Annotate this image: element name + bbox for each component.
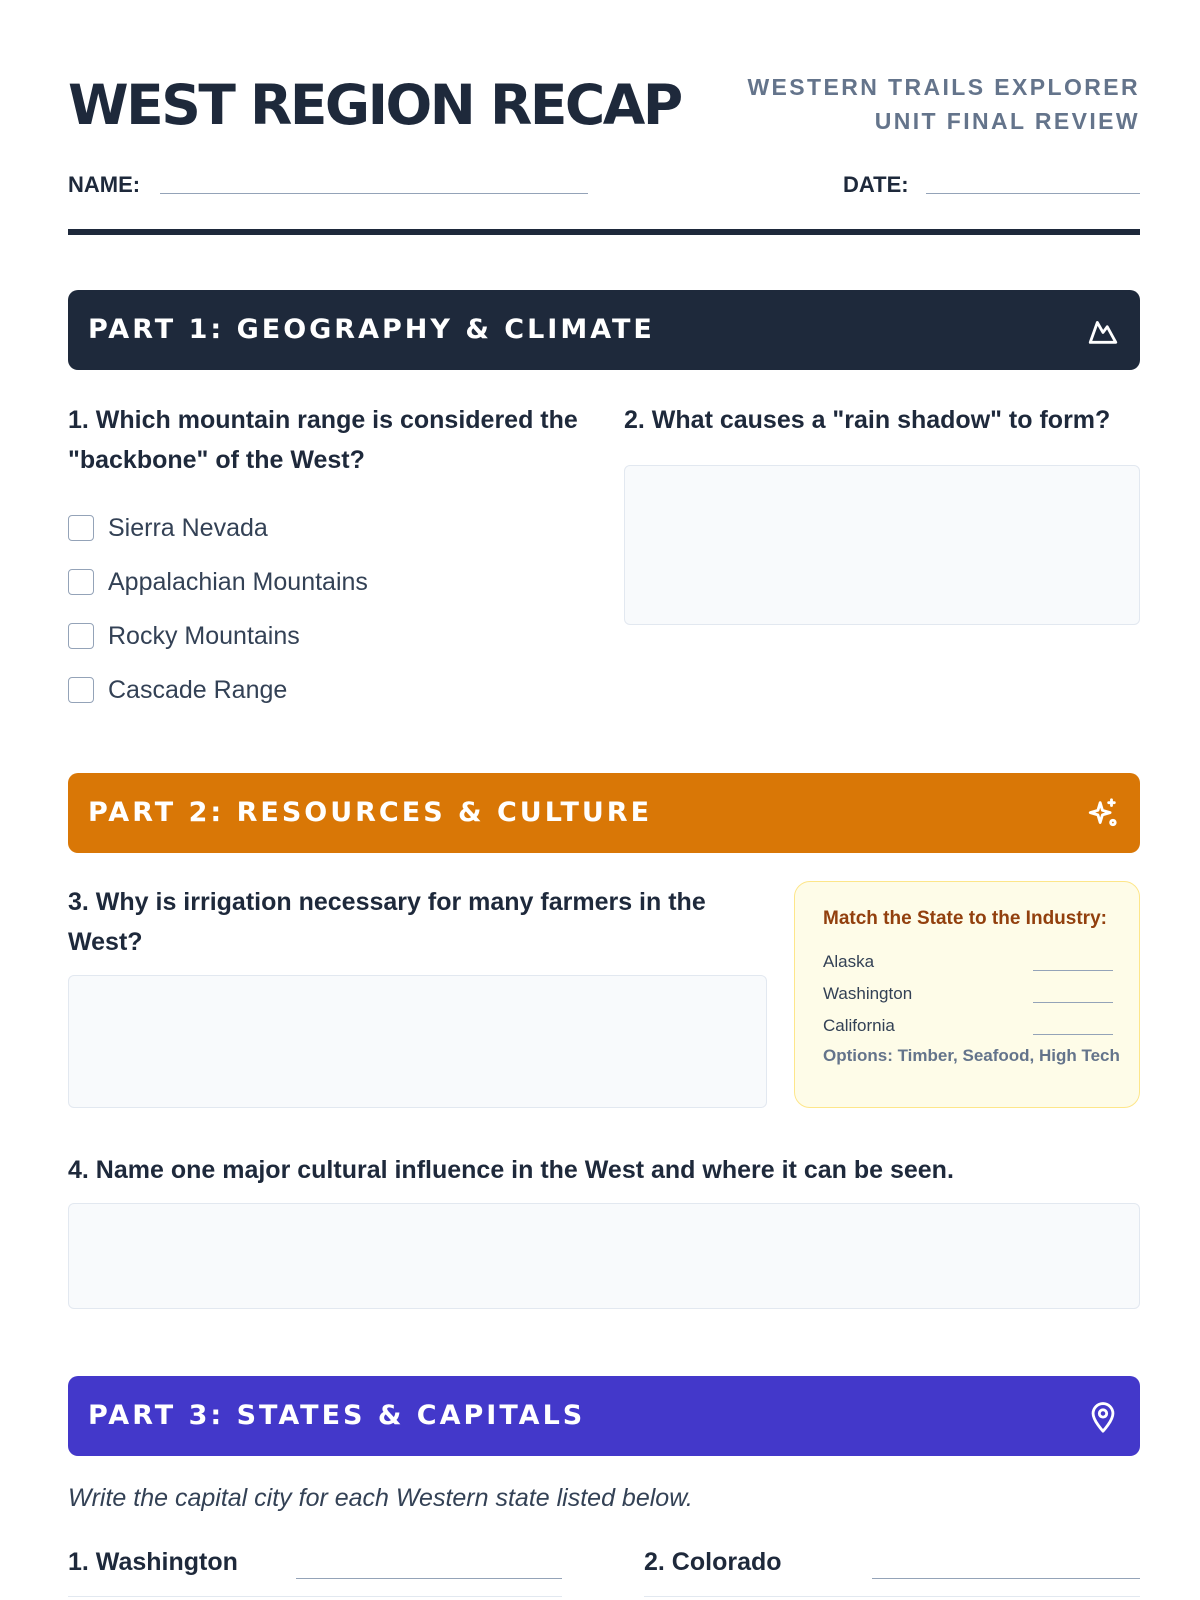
question-1-option[interactable] xyxy=(68,567,488,597)
option-label: Sierra Nevada xyxy=(108,514,268,542)
match-state-label: Alaska xyxy=(823,952,875,971)
part1-title: PART 1: GEOGRAPHY & CLIMATE xyxy=(88,314,655,345)
date-field[interactable] xyxy=(926,192,1140,194)
subtitle-line-1: WESTERN TRAILS EXPLORER xyxy=(747,74,1140,100)
option-label: Appalachian Mountains xyxy=(108,568,368,596)
question-2-answer-box[interactable] xyxy=(624,465,1140,625)
map-pin-icon xyxy=(1086,1400,1120,1434)
match-state-label: California xyxy=(823,1016,895,1035)
part3-title: PART 3: STATES & CAPITALS xyxy=(88,1400,586,1431)
option-checkbox[interactable] xyxy=(68,623,94,649)
header-divider xyxy=(68,229,1140,235)
part3-header xyxy=(68,1376,1140,1456)
part2-header xyxy=(68,773,1140,853)
match-card xyxy=(794,881,1140,1108)
match-answer-line[interactable] xyxy=(1033,1002,1113,1003)
part3-instruction: Write the capital city for each Western state listed below. xyxy=(68,1484,693,1512)
name-field[interactable] xyxy=(160,192,588,194)
match-state-label: Washington xyxy=(823,984,913,1003)
capital-item xyxy=(68,1548,562,1600)
match-answer-line[interactable] xyxy=(1033,1034,1113,1035)
part2-title: PART 2: RESOURCES & CULTURE xyxy=(88,797,653,828)
option-label: Cascade Range xyxy=(108,676,288,704)
capital-state-label: 1. Washington xyxy=(68,1548,238,1576)
name-label: NAME: xyxy=(68,172,141,197)
option-checkbox[interactable] xyxy=(68,515,94,541)
question-2: 2. What causes a "rain shadow" to form? xyxy=(624,406,1111,434)
part1-header xyxy=(68,290,1140,370)
subtitle-line-2: UNIT FINAL REVIEW xyxy=(874,108,1140,134)
capital-item-divider xyxy=(644,1596,1140,1597)
question-1-option[interactable] xyxy=(68,675,488,705)
match-row xyxy=(823,1016,1113,1042)
match-answer-line[interactable] xyxy=(1033,970,1113,971)
capital-answer-line[interactable] xyxy=(296,1578,562,1579)
option-label: Rocky Mountains xyxy=(108,622,300,650)
sparkles-icon xyxy=(1086,797,1120,831)
match-title: Match the State to the Industry: xyxy=(823,908,1107,929)
match-row xyxy=(823,984,1113,1010)
mountain-icon xyxy=(1086,314,1120,348)
question-1-option[interactable] xyxy=(68,513,488,543)
question-1: 1. Which mountain range is considered the "backbone" of the West? xyxy=(68,406,578,474)
question-4-answer-box[interactable] xyxy=(68,1203,1140,1309)
date-label: DATE: xyxy=(843,172,909,197)
match-options: Options: Timber, Seafood, High Tech xyxy=(823,1046,1120,1065)
match-row xyxy=(823,952,1113,978)
name-date-row xyxy=(68,170,1140,200)
option-checkbox[interactable] xyxy=(68,569,94,595)
capital-answer-line[interactable] xyxy=(872,1578,1140,1579)
worksheet-header xyxy=(68,66,1140,142)
question-4: 4. Name one major cultural influence in the West and where it can be seen. xyxy=(68,1156,954,1184)
page-title: WEST REGION RECAP xyxy=(68,73,681,137)
page-subtitle xyxy=(747,70,1140,138)
question-3-answer-box[interactable] xyxy=(68,975,767,1108)
question-3: 3. Why is irrigation necessary for many farmers in the West? xyxy=(68,888,706,956)
question-1-option[interactable] xyxy=(68,621,488,651)
capital-item xyxy=(644,1548,1140,1600)
capital-state-label: 2. Colorado xyxy=(644,1548,782,1576)
option-checkbox[interactable] xyxy=(68,677,94,703)
capital-item-divider xyxy=(68,1596,562,1597)
